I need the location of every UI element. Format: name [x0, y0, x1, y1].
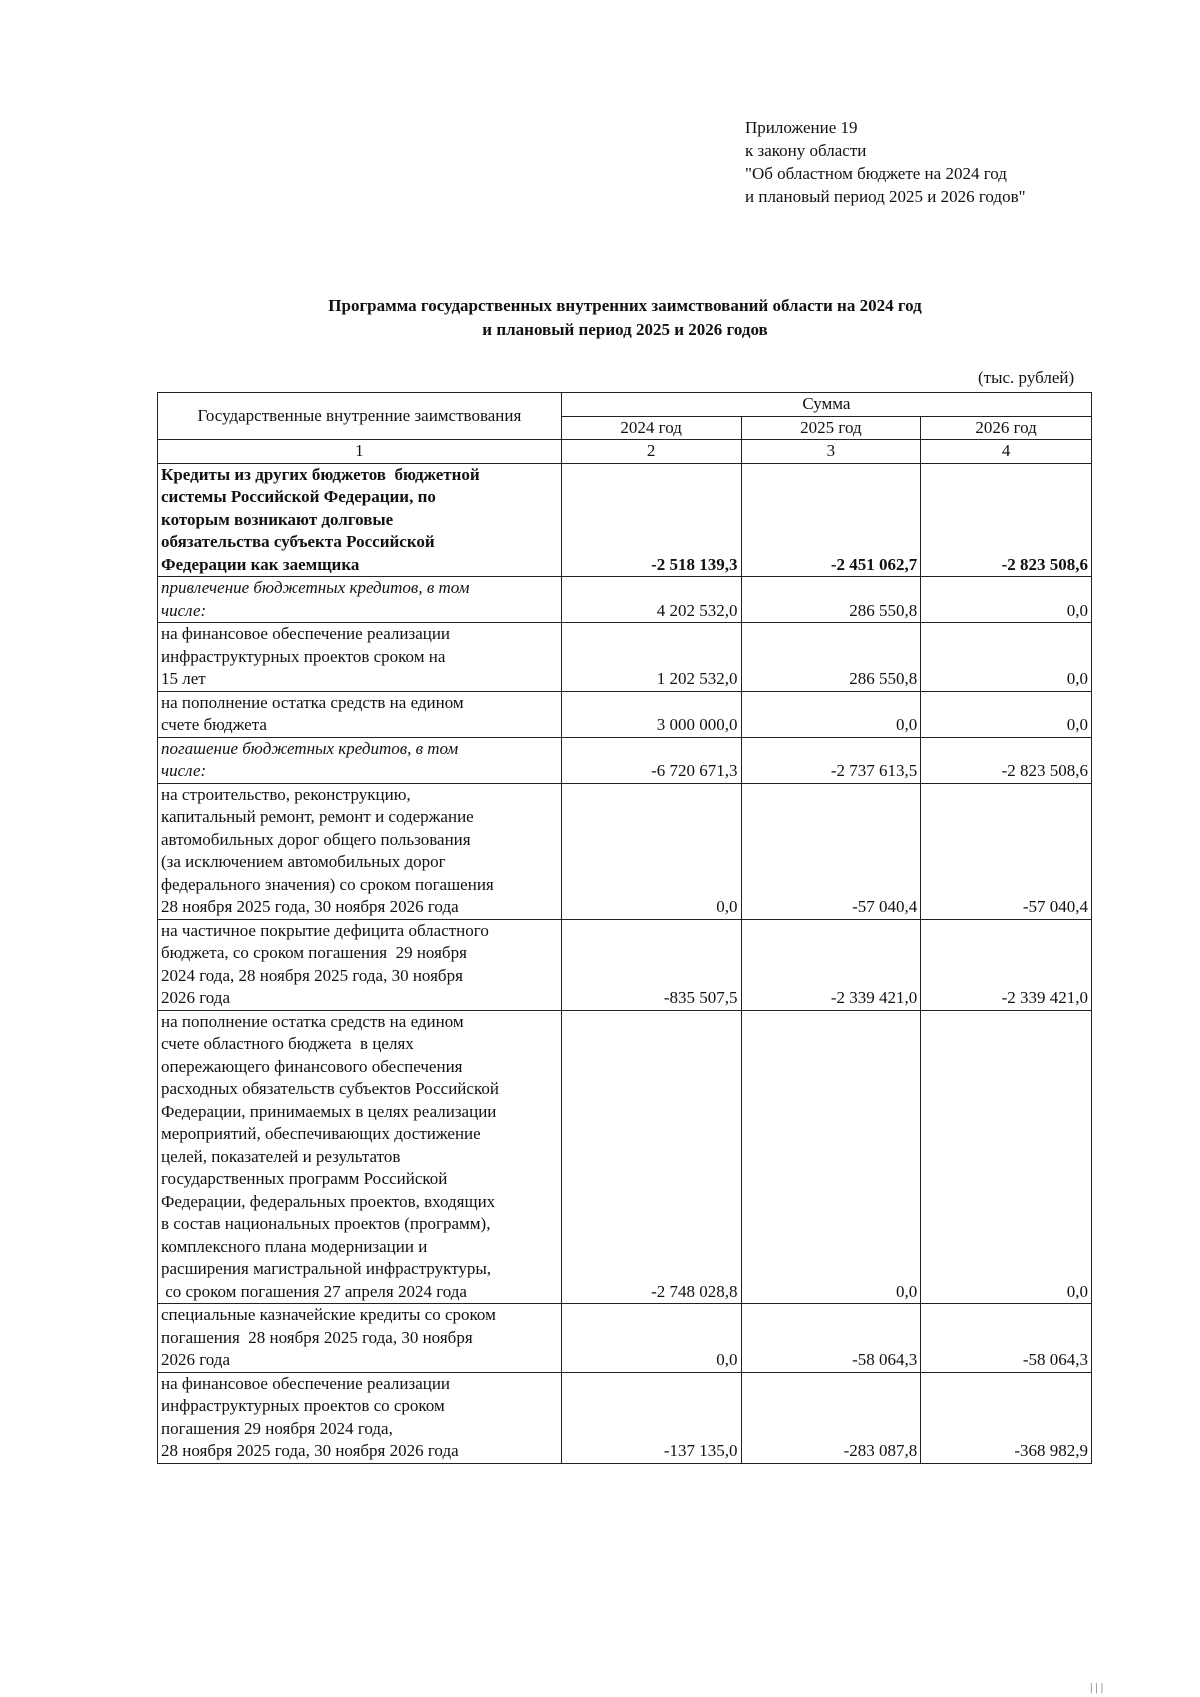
year-header: 2025 год	[741, 416, 921, 440]
table-row	[158, 623, 1092, 692]
year-header: 2026 год	[921, 416, 1092, 440]
row-label	[158, 1304, 562, 1373]
row-label	[158, 1372, 562, 1463]
amount-cell: -2 339 421,0	[921, 919, 1092, 1010]
amount-cell: -58 064,3	[921, 1304, 1092, 1373]
row-label	[158, 623, 562, 692]
row-label-line: 28 ноября 2025 года, 30 ноября 2026 года	[161, 897, 459, 916]
row-label-line: опережающего финансового обеспечения	[161, 1056, 463, 1076]
row-label-line: на частичное покрытие дефицита областного	[161, 920, 489, 940]
amount-cell: 0,0	[921, 623, 1092, 692]
table-header-row	[158, 393, 1092, 417]
row-label-line: капитальный ремонт, ремонт и содержание	[161, 807, 474, 826]
appendix-line: и плановый период 2025 и 2026 годов"	[745, 187, 1026, 206]
row-label	[158, 577, 562, 623]
amount-cell: 0,0	[741, 691, 921, 737]
amount-cell: -57 040,4	[921, 783, 1092, 919]
amount-cell: 0,0	[921, 577, 1092, 623]
year-header: 2024 год	[561, 416, 741, 440]
amount-cell: -6 720 671,3	[561, 737, 741, 783]
document-title	[150, 294, 1100, 342]
row-label-line: системы Российской Федерации, по	[161, 487, 436, 506]
row-label	[158, 737, 562, 783]
amount-cell: -58 064,3	[741, 1304, 921, 1373]
column-number: 3	[741, 440, 921, 464]
row-label-line: на финансовое обеспечение реализации	[161, 624, 451, 643]
row-label-line: 2026 года	[161, 1350, 231, 1369]
amount-cell: -57 040,4	[741, 783, 921, 919]
table-row	[158, 1010, 1092, 1304]
row-label-line: (за исключением автомобильных дорог	[161, 852, 446, 871]
table-row	[158, 737, 1092, 783]
appendix-note	[745, 116, 1026, 208]
amount-cell: 0,0	[741, 1010, 921, 1304]
row-label-line: числе:	[161, 761, 207, 780]
amount-cell: 0,0	[561, 1304, 741, 1373]
title-line: и плановый период 2025 и 2026 годов	[482, 320, 768, 339]
row-label-line: на строительство, реконструкцию,	[161, 784, 411, 804]
row-label-line: целей, показателей и результатов	[161, 1146, 401, 1166]
amount-cell: -2 823 508,6	[921, 737, 1092, 783]
row-label-line: специальные казначейские кредиты со сроком	[161, 1305, 496, 1324]
row-label-line: федерального значения) со сроком погашения	[161, 874, 494, 894]
row-label-line: счете областного бюджета в целях	[161, 1034, 414, 1053]
row-label-line: на пополнение остатка средств на едином	[161, 692, 464, 712]
appendix-line: Приложение 19	[745, 118, 858, 137]
scan-marks: | | |	[1090, 1680, 1104, 1694]
row-label-line: Федерации, федеральных проектов, входящих	[161, 1191, 496, 1211]
row-label-line: Федерации как заемщика	[161, 554, 360, 574]
appendix-line: "Об областном бюджете на 2024 год	[745, 164, 1007, 183]
amount-cell: 3 000 000,0	[561, 691, 741, 737]
amount-cell: 0,0	[561, 783, 741, 919]
row-label-line: государственных программ Российской	[161, 1169, 448, 1188]
row-label-line: Кредиты из других бюджетов бюджетной	[161, 464, 480, 484]
table-row	[158, 1304, 1092, 1373]
row-label-line: обязательства субъекта Российской	[161, 532, 435, 551]
column-number: 2	[561, 440, 741, 464]
units-label: (тыс. рублей)	[978, 368, 1075, 387]
amount-cell: -283 087,8	[741, 1372, 921, 1463]
table-row	[158, 463, 1092, 577]
row-label-line: счете бюджета	[161, 715, 267, 734]
amount-cell: 1 202 532,0	[561, 623, 741, 692]
table-row	[158, 919, 1092, 1010]
row-label-line: расширения магистральной инфраструктуры,	[161, 1259, 492, 1278]
row-label-line: которым возникают долговые	[161, 509, 394, 529]
table-row	[158, 577, 1092, 623]
row-label-line: автомобильных дорог общего пользования	[161, 829, 471, 849]
amount-cell: -2 737 613,5	[741, 737, 921, 783]
amount-cell: -2 823 508,6	[921, 463, 1092, 577]
row-label-line: числе:	[161, 600, 207, 620]
row-label-line: погашения 28 ноября 2025 года, 30 ноября	[161, 1327, 473, 1347]
table-row	[158, 1372, 1092, 1463]
amount-cell: -835 507,5	[561, 919, 741, 1010]
row-label-line: инфраструктурных проектов со сроком	[161, 1396, 445, 1415]
row-label	[158, 783, 562, 919]
row-label-line: мероприятий, обеспечивающих достижение	[161, 1124, 481, 1143]
table-row	[158, 691, 1092, 737]
title-line: Программа государственных внутренних заимствований области на 2024 год	[328, 296, 922, 315]
col1-header: Государственные внутренние заимствования	[158, 393, 562, 440]
row-label-line: 2026 года	[161, 988, 231, 1007]
amount-cell: 4 202 532,0	[561, 577, 741, 623]
row-label	[158, 463, 562, 577]
column-number: 1	[158, 440, 562, 464]
amount-cell: 0,0	[921, 691, 1092, 737]
row-label-line: на пополнение остатка средств на едином	[161, 1011, 464, 1031]
amount-cell: -137 135,0	[561, 1372, 741, 1463]
amount-cell: -368 982,9	[921, 1372, 1092, 1463]
amount-cell: -2 339 421,0	[741, 919, 921, 1010]
row-label-line: 15 лет	[161, 669, 206, 688]
amount-cell: 0,0	[921, 1010, 1092, 1304]
table-row	[158, 783, 1092, 919]
row-label-line: в состав национальных проектов (программ),	[161, 1214, 491, 1233]
sum-header: Сумма	[561, 393, 1091, 417]
row-label-line: комплексного плана модернизации и	[161, 1236, 428, 1256]
row-label-line: погашение бюджетных кредитов, в том	[161, 738, 459, 758]
row-label	[158, 691, 562, 737]
appendix-line: к закону области	[745, 141, 867, 160]
row-label-line: погашения 29 ноября 2024 года,	[161, 1418, 393, 1438]
row-label-line: Федерации, принимаемых в целях реализации	[161, 1101, 497, 1121]
row-label	[158, 919, 562, 1010]
amount-cell: -2 748 028,8	[561, 1010, 741, 1304]
borrowing-table	[157, 392, 1092, 1464]
row-label-line: привлечение бюджетных кредитов, в том	[161, 578, 470, 597]
row-label-line: инфраструктурных проектов сроком на	[161, 646, 446, 666]
row-label-line: на финансовое обеспечение реализации	[161, 1373, 451, 1393]
amount-cell: -2 518 139,3	[561, 463, 741, 577]
amount-cell: -2 451 062,7	[741, 463, 921, 577]
row-label-line: расходных обязательств субъектов Российской	[161, 1079, 499, 1098]
row-label-line: 28 ноября 2025 года, 30 ноября 2026 года	[161, 1441, 459, 1460]
row-label	[158, 1010, 562, 1304]
row-label-line: 2024 года, 28 ноября 2025 года, 30 ноября	[161, 965, 463, 985]
column-number: 4	[921, 440, 1092, 464]
row-label-line: бюджета, со сроком погашения 29 ноября	[161, 943, 467, 962]
amount-cell: 286 550,8	[741, 577, 921, 623]
row-label-line: со сроком погашения 27 апреля 2024 года	[161, 1281, 467, 1301]
column-number-row	[158, 440, 1092, 464]
amount-cell: 286 550,8	[741, 623, 921, 692]
